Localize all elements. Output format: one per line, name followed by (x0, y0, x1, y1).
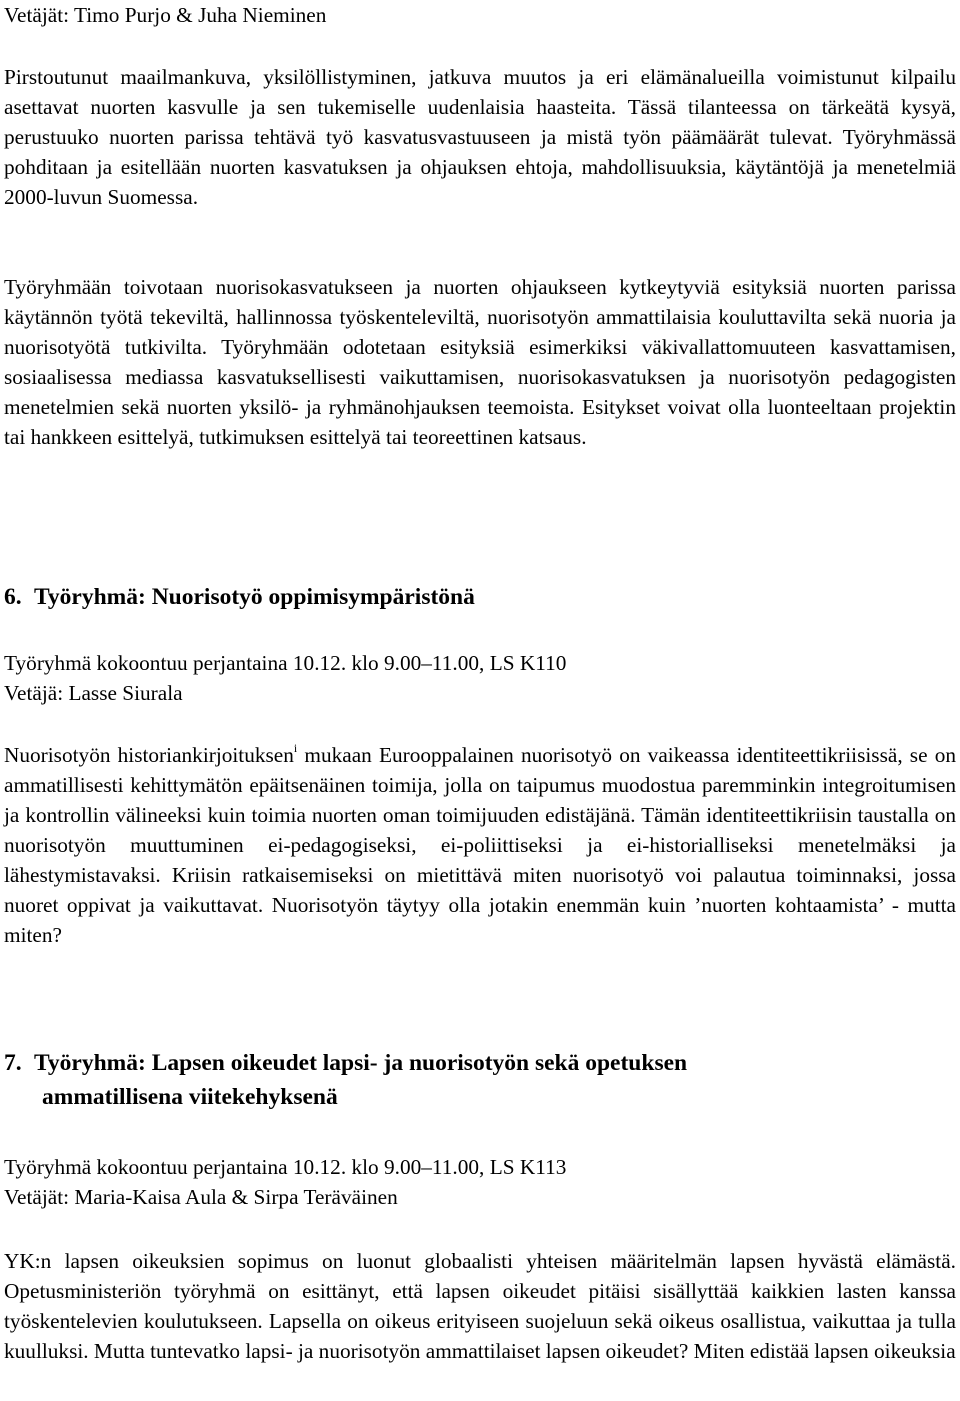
footnote-marker: i (293, 740, 298, 755)
group6-body-lead: Nuorisotyön historiankirjoituksen (4, 743, 294, 767)
group6-body-rest: mukaan Eurooppalainen nuorisotyö on vaikeassa identiteettikriisissä, se on ammatillisesti kehittymätön epäitsenäinen toimija, jolla on taipumus muodostua paremminkin integroitumisen ja kontrollin välineeksi kuin toimia nuorten oman toimijuuden edistäjänä. Tämän identiteettikriisin taustalla on nuorisotyön muuttuminen ei-pedagogiseksi, ei-poliittiseksi ja ei-historialliseksi menetelmäksi ja lähestymistavaksi. Kriisin ratkaisemiseksi on mietittävä miten nuorisotyö voi palautua toiminnaksi, jossa nuoret oppivat ja vaikuttavat. Nuorisotyön täytyy olla jotakin enemmän kuin ’nuorten kohtaamista’ - mutta miten? (4, 743, 956, 947)
group7-body: YK:n lapsen oikeuksien sopimus on luonut globaalisti yhteisen määritelmän lapsen hyvästä elämästä. Opetusministeriön työryhmä on esittänyt, että lapsen oikeudet pitäisi sisällyttää kaikkien lasten kanssa työskentelevien koulutukseen. Lapsella on oikeus erityiseen suojeluun sekä oikeus osallistua, vaikuttaa ja tulla kuulluksi. Mutta tuntevatko lapsi- ja nuorisotyön ammattilaiset lapsen oikeudet? Miten edistää lapsen oikeuksia (4, 1249, 956, 1363)
group7-heading (4, 1046, 956, 1114)
intro-paragraph-1: Pirstoutunut maailmankuva, yksilöllistyminen, jatkuva muutos ja eri elämänalueilla voimistunut kilpailu asettavat nuorten kasvulle ja sen tukemiselle uudenlaisia haasteita. Tässä tilanteessa on tärkeätä kysyä, perustuuko nuorten parissa tehtävä työ kasvatusvastuuseen ja mistä työn päämäärät tulevat. Työryhmässä pohditaan ja esitellään nuorten kasvatuksen ja ohjauksen ehtoja, mahdollisuuksia, käytäntöjä ja menetelmiä 2000-luvun Suomessa. (4, 65, 956, 209)
group7-title-line2: ammatillisena viitekehyksenä (42, 1084, 338, 1110)
intro-leaders: Vetäjät: Timo Purjo & Juha Nieminen (4, 3, 327, 27)
group6-heading (4, 580, 956, 614)
intro-paragraph-2: Työryhmään toivotaan nuorisokasvatukseen ja nuorten ohjaukseen kytkeytyviä esityksiä nuorten parissa käytännön työtä tekeviltä, hallinnossa työskenteleviltä, nuorisotyön ammattilaisia kouluttavilta sekä nuoria ja nuorisotyötä tutkivilta. Työryhmään odotetaan esityksiä esimerkiksi väkivallattomuuteen kasvattamisen, sosiaalisessa mediassa kasvatuksellisesti vaikuttamisen, nuorisokasvatuksen ja nuorisotyön pedagogisten menetelmien sekä nuorten yksilö- ja ryhmänohjauksen teemoista. Esitykset voivat olla luonteeltaan projektin tai hankkeen esittelyä, tutkimuksen esittelyä tai teoreettinen katsaus. (4, 275, 956, 449)
group6-leader: Vetäjä: Lasse Siurala (4, 681, 183, 705)
group6-number: 6. (4, 584, 22, 610)
group7-leaders: Vetäjät: Maria-Kaisa Aula & Sirpa Teräväinen (4, 1185, 398, 1209)
group7-number: 7. (4, 1050, 22, 1076)
group6-meeting: Työryhmä kokoontuu perjantaina 10.12. klo 9.00–11.00, LS K110 (4, 651, 567, 675)
group7-title-line1: Työryhmä: Lapsen oikeudet lapsi- ja nuorisotyön sekä opetuksen (34, 1050, 688, 1076)
group7-meeting: Työryhmä kokoontuu perjantaina 10.12. klo 9.00–11.00, LS K113 (4, 1155, 567, 1179)
group6-body (4, 740, 956, 950)
group6-title: Työryhmä: Nuorisotyö oppimisympäristönä (34, 584, 475, 610)
